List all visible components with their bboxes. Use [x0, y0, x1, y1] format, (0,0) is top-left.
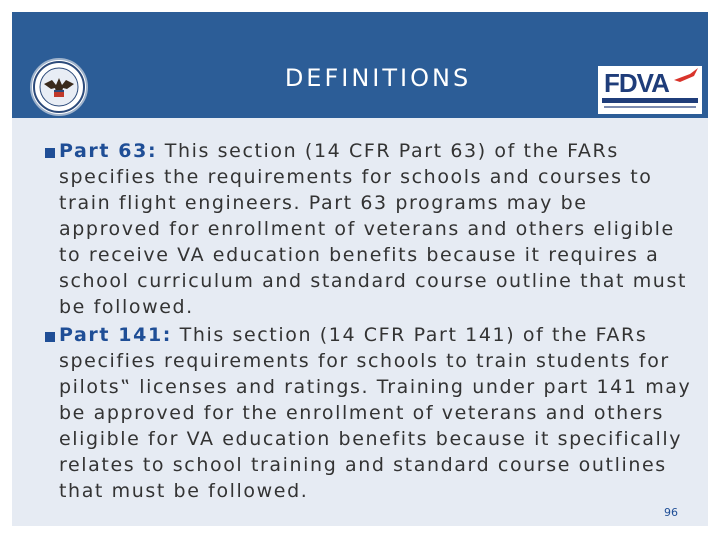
bullet-square-icon [45, 148, 55, 158]
bullet-text [59, 138, 696, 320]
logo-band [602, 98, 698, 103]
bullet-body: This section (14 CFR Part 141) of the FARs specifies requirements for schools to train students for pilots‟ licenses and ratings. Training under part 141 may be approved for the enrollment of veterans and others eligible for VA education benefits because it specifically relates to school training and standard course outlines that must be followed. [59, 324, 692, 502]
fdva-logo [598, 66, 702, 114]
star-icon [674, 68, 698, 84]
content-area [12, 118, 708, 526]
list-item [12, 138, 708, 320]
bullet-text [59, 322, 696, 504]
list-item [12, 322, 708, 504]
va-seal-icon [30, 58, 88, 116]
bullet-list [12, 138, 708, 504]
slide-number: 96 [664, 506, 678, 519]
fdva-logo-text: FDVA [604, 68, 669, 98]
bullet-term: Part 141: [59, 324, 172, 346]
bullet-term: Part 63: [59, 140, 158, 162]
bullet-square-icon [45, 332, 55, 342]
logo-subline [604, 106, 696, 108]
page-title: DEFINITIONS [284, 64, 472, 92]
bullet-body: This section (14 CFR Part 63) of the FARs specifies the requirements for schools and courses to train flight engineers. Part 63 programs may be approved for enrollment of veterans and others eligible to receive VA education benefits because it requires a school curriculum and standard course outline that must be followed. [59, 140, 687, 318]
